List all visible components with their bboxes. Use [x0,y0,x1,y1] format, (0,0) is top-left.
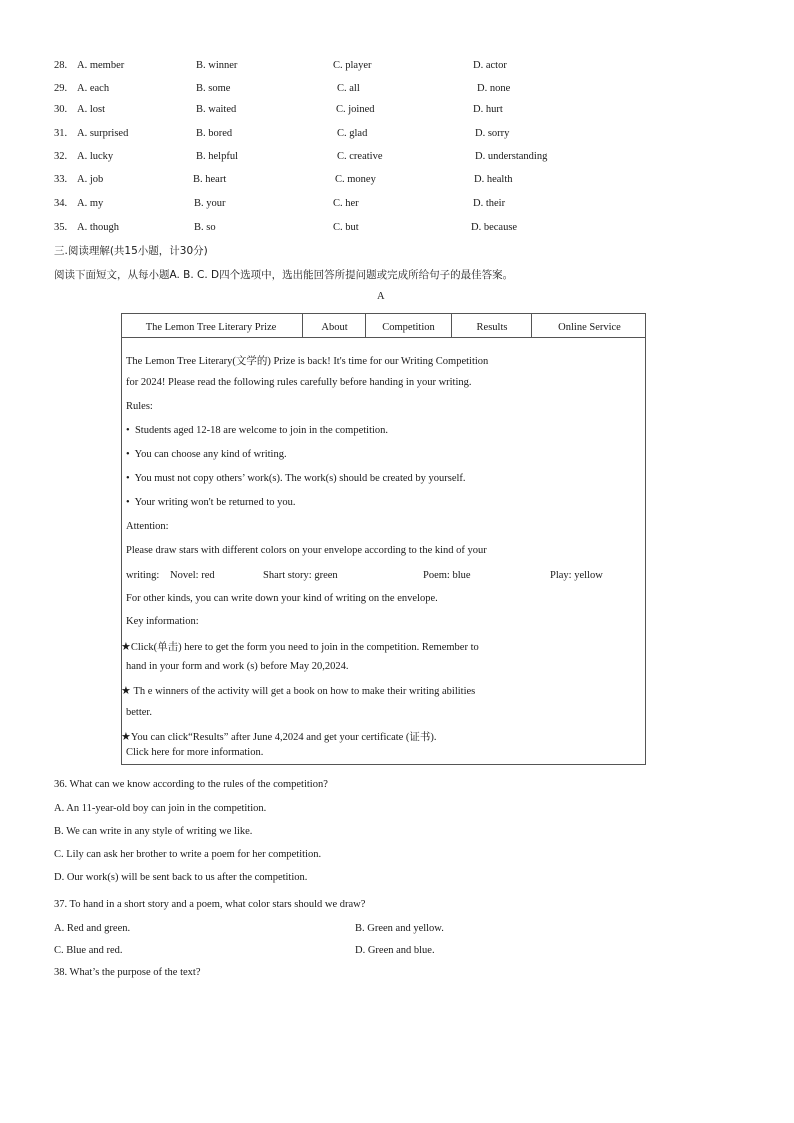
rule-item [126,473,466,484]
option-a: A. surprised [77,128,129,139]
section-instruction: 阅读下面短文，从每小题A. B. C. D四个选项中，选出能回答所提问题或完成所给句子的最佳答案。 [54,269,514,281]
question-number: 34. [54,198,68,209]
star-icon: ★ [121,684,131,697]
question-stem: 37. To hand in a short story and a poem, what color stars should we draw? [54,899,366,910]
option-c: C. glad [337,128,368,139]
cloze-row [0,198,794,214]
kind-poem: Poem: blue [423,570,471,581]
key-item-3 [121,729,437,744]
key-item-2 [121,684,475,697]
option-b: B. heart [193,174,227,185]
question-number: 29. [54,83,68,94]
rule-item [126,497,296,508]
attention-line-3: For other kinds, you can write down your kind of writing on the envelope. [126,593,438,604]
rule-text: Students aged 12-18 are welcome to join in the competition. [134,425,389,436]
answer-option: A. An 11-year-old boy can join in the competition. [54,803,267,814]
answer-option: A. Red and green. [54,923,131,934]
option-c: C. player [333,60,372,71]
option-d: D. none [477,83,511,94]
nav-results[interactable]: Results [476,322,508,333]
rule-text: You can choose any kind of writing. [134,449,287,460]
option-c: C. all [337,83,360,94]
passage-box [121,313,646,765]
option-a: A. member [77,60,125,71]
key-text[interactable]: Click(单击) here to get the form you need to join in the competition. Remember to [130,642,479,653]
question-number: 28. [54,60,68,71]
option-a: A. lucky [77,151,114,162]
option-d: D. health [474,174,513,185]
option-d: D. sorry [475,128,510,139]
option-c: C. her [333,198,359,209]
option-d: D. understanding [475,151,548,162]
question-number: 30. [54,104,68,115]
rule-text: You must not copy others’ work(s). The work(s) should be created by yourself. [134,473,466,484]
option-d: D. their [473,198,506,209]
nav-bar [122,314,645,338]
bullet-icon: • [126,473,130,484]
answer-option: C. Blue and red. [54,945,123,956]
option-b: B. winner [196,60,238,71]
rule-item [126,449,287,460]
option-a: A. my [77,198,104,209]
intro-line-2: for 2024! Please read the following rules carefully before handing in your writing. [126,377,472,388]
star-icon: ★ [121,640,131,653]
nav-online-service[interactable]: Online Service [558,322,621,333]
section-title: 三.阅读理解(共15小题，计30分) [54,245,208,257]
intro-line-1: The Lemon Tree Literary(文学的) Prize is back! It's time for our Writing Competition [126,356,489,367]
option-d: D. because [471,222,518,233]
option-c: C. creative [337,151,383,162]
bullet-icon: • [126,449,130,460]
question-stem: 38. What’s the purpose of the text? [54,967,201,978]
option-b: B. bored [196,128,233,139]
kind-novel: Novel: red [170,570,215,581]
key-heading: Key information: [126,616,199,627]
nav-competition[interactable]: Competition [382,322,435,333]
nav-site-title[interactable]: The Lemon Tree Literary Prize [145,322,277,333]
attention-heading: Attention: [126,521,169,532]
key-item-2-cont: better. [126,707,152,718]
nav-about[interactable]: About [321,322,348,333]
option-b: B. so [194,222,216,233]
attention-kinds-prefix: writing: [126,570,160,581]
key-text: You can click“Results” after June 4,2024 and get your certificate (证书). [130,732,437,743]
cloze-row [0,104,794,120]
answer-option: D. Green and blue. [355,945,435,956]
option-d: D. actor [473,60,507,71]
answer-option: B. Green and yellow. [355,923,444,934]
kind-play: Play: yellow [550,570,603,581]
attention-line-1: Please draw stars with different colors on your envelope according to the kind of your [126,545,487,556]
key-item-1 [121,639,479,654]
key-text: Th e winners of the activity will get a book on how to make their writing abilities [133,686,476,697]
kind-short-story: Shart story: green [263,570,338,581]
option-a: A. job [77,174,104,185]
option-b: B. waited [196,104,237,115]
rule-text: Your writing won't be returned to you. [134,497,296,508]
answer-option: C. Lily can ask her brother to write a poem for her competition. [54,849,322,860]
option-d: D. hurt [473,104,503,115]
option-a: A. each [77,83,110,94]
key-item-1-cont: hand in your form and work (s) before May 20,2024. [126,661,349,672]
passage-label: A [377,291,385,302]
bullet-icon: • [126,497,130,508]
option-c: C. but [333,222,359,233]
option-b: B. your [194,198,226,209]
rules-heading: Rules: [126,401,153,412]
cloze-row [0,83,794,99]
cloze-row [0,222,794,238]
more-info-link[interactable]: Click here for more information. [126,747,264,758]
rule-item [126,425,388,436]
option-c: C. money [335,174,376,185]
question-number: 31. [54,128,68,139]
star-icon: ★ [121,730,131,743]
question-stem: 36. What can we know according to the rules of the competition? [54,779,328,790]
cloze-row [0,128,794,144]
cloze-row [0,60,794,76]
cloze-row [0,151,794,167]
cloze-row [0,174,794,190]
question-number: 33. [54,174,68,185]
option-a: A. though [77,222,119,233]
option-c: C. joined [336,104,375,115]
option-a: A. lost [77,104,106,115]
question-number: 32. [54,151,68,162]
bullet-icon: • [126,425,130,436]
answer-option: D. Our work(s) will be sent back to us after the competition. [54,872,308,883]
answer-option: B. We can write in any style of writing we like. [54,826,253,837]
question-number: 35. [54,222,68,233]
option-b: B. some [196,83,231,94]
option-b: B. helpful [196,151,238,162]
